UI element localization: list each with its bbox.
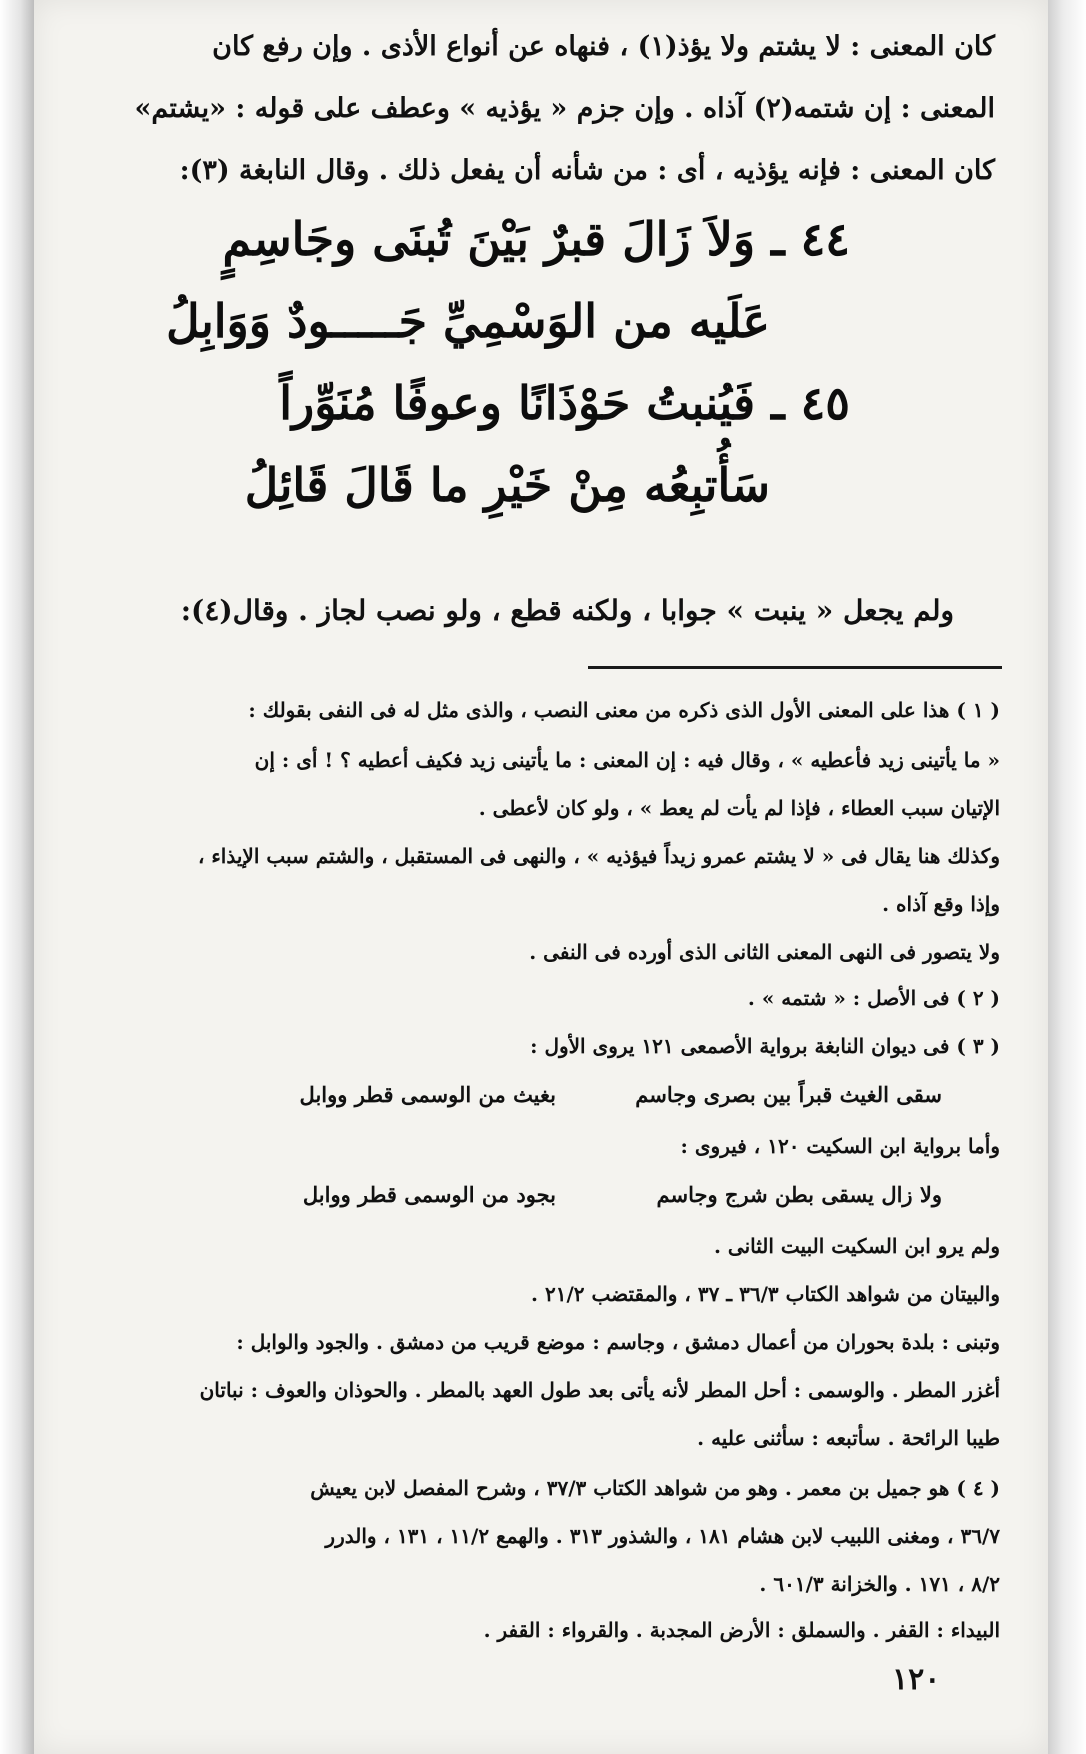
footnote-1-line-2: « ما يأتينى زيد فأعطيه » ، وقال فيه : إن المعنى : ما يأتينى زيد فكيف أعطيه ؟ ! أى : إن [254, 748, 1000, 772]
verse-45-second-hemistich: سَأُتبِعُه مِنْ خَيْرِ ما قَالَ قَائِلُ [244, 458, 770, 512]
footnote-3-line-3: ولم يرو ابن السكيت البيت الثانى . [714, 1234, 1000, 1258]
footnote-3-line-1: ( ٣ ) فى ديوان النابغة برواية الأصمعى ١٢١ يروى الأول : [530, 1034, 1000, 1058]
footnote-4-line-1: ( ٤ ) هو جميل بن معمر . وهو من شواهد الكتاب ٣٧/٣ ، وشرح المفصل لابن يعيش [310, 1476, 1000, 1500]
footnote-1-line-6: ولا يتصور فى النهى المعنى الثانى الذى أورده فى النفى . [529, 940, 1000, 964]
footnote-3-poem-2-second: بجود من الوسمى قطر ووابل [302, 1182, 556, 1207]
footnote-3-line-7: طيبا الرائحة . سأتبعه : سأثنى عليه . [697, 1426, 1000, 1450]
footnote-3-poem-2-first: ولا زال يسقى بطن شرج وجاسم [656, 1182, 942, 1207]
footnote-1-line-5: وإذا وقع آذاه . [882, 892, 1000, 916]
scan-right-margin [1048, 0, 1086, 1754]
footnote-3-line-6: أغزر المطر . والوسمى : أحل المطر لأنه يأتى بعد طول العهد بالمطر . والحوذان والعوف : نباتان [199, 1378, 1000, 1402]
footnote-4-line-4: البيداء : القفر . والسملق : الأرض المجدبة . والقرواء : القفر . [483, 1618, 1000, 1642]
footnote-1-line-4: وكذلك هنا يقال فى « لا يشتم عمرو زيداً فيؤذيه » ، والنهى فى المستقبل ، والشتم سبب الإيذاء ، [197, 844, 1000, 868]
verse-45-first-hemistich: ٤٥ ـ فَيُنبتُ حَوْذَانًا وعوفًا مُنَوِّراً [279, 376, 850, 430]
verse-44-second-hemistich: عَلَيه من الوَسْمِيِّ جَـــــودٌ وَوَابِلُ [166, 294, 770, 348]
footnote-1-line-1: ( ١ ) هذا على المعنى الأول الذى ذكره من معنى النصب ، والذى مثل له فى النفى بقولك : [248, 698, 1000, 722]
verse-44-first-hemistich: ٤٤ ـ وَلاَ زَالَ قبرٌ بَيْنَ تُبنَى وجَاسِمٍ [222, 212, 850, 266]
body-line-1: كان المعنى : لا يشتم ولا يؤذ(١) ، فنهاه عن أنواع الأذى . وإن رفع كان [212, 31, 995, 62]
body-line-3: كان المعنى : فإنه يؤذيه ، أى : من شأنه أن يفعل ذلك . وقال النابغة (٣): [179, 155, 995, 186]
footnote-divider [588, 666, 1002, 669]
page-number: ١٢٠ [892, 1662, 941, 1697]
footnote-1-line-3: الإتيان سبب العطاء ، فإذا لم يأت لم يعط » ، ولو كان لأعطى . [478, 796, 1000, 820]
footnote-4-line-2: ٣٦/٧ ، ومغنى اللبيب لابن هشام ١٨١ ، والشذور ٣١٣ . والهمع ١١/٢ ، ١٣١ ، والدرر [325, 1524, 1000, 1548]
footnote-3-poem-1-first: سقى الغيث قبراً بين بصرى وجاسم [635, 1082, 942, 1107]
footnote-3-poem-1-second: بغيث من الوسمى قطر ووابل [299, 1082, 556, 1107]
footnote-3-line-4: والبيتان من شواهد الكتاب ٣٦/٣ ـ ٣٧ ، والمقتضب ٢١/٢ . [531, 1282, 1000, 1306]
footnote-3-line-2: وأما برواية ابن السكيت ١٢٠ ، فيروى : [680, 1134, 1000, 1158]
footnote-3-line-5: وتبنى : بلدة بحوران من أعمال دمشق ، وجاسم : موضع قريب من دمشق . والجود والوابل : [236, 1330, 1000, 1354]
after-verses-line: ولم يجعل « ينبت » جوابا ، ولكنه قطع ، ولو نصب لجاز . وقال(٤): [180, 594, 954, 627]
body-line-2: المعنى : إن شتمه(٢) آذاه . وإن جزم « يؤذيه » وعطف على قوله : «يشتم» [134, 93, 995, 124]
footnote-2: ( ٢ ) فى الأصل : « شتمه » . [747, 986, 1000, 1010]
scan-left-margin [0, 0, 34, 1754]
footnote-4-line-3: ٨/٢ ، ١٧١ . والخزانة ٦٠١/٣ . [759, 1572, 1000, 1596]
